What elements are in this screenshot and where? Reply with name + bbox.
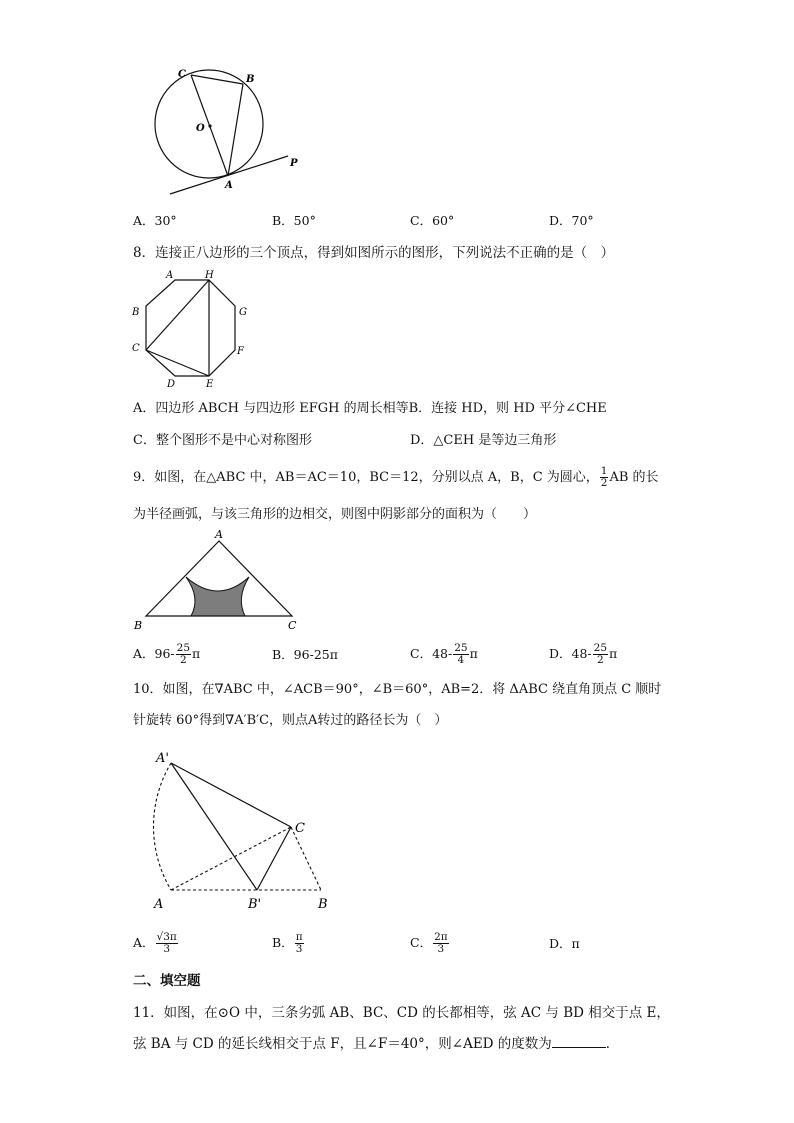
q9-option-c-prefix: C．48- bbox=[410, 646, 453, 661]
q10-label-a: A bbox=[154, 897, 164, 912]
q8-label-h: H bbox=[205, 270, 214, 281]
q10-option-b-den: 3 bbox=[295, 943, 303, 955]
q9-frac-num: 1 bbox=[600, 465, 608, 477]
q10-option-a-num: √3π bbox=[156, 931, 177, 943]
q8-option-c: C．整个图形不是中心对称图形 bbox=[133, 433, 312, 448]
q9-label-b: B bbox=[134, 619, 143, 632]
q9-option-a-suffix: π bbox=[192, 646, 201, 661]
q10-option-b-fraction bbox=[295, 932, 304, 955]
q10-option-d: D．π bbox=[549, 936, 580, 951]
q9-triangle-figure bbox=[128, 526, 308, 634]
q9-stem-part1: 9．如图，在△ABC 中，AB＝AC＝10，BC＝12，分别以点 A，B，C 为圆心， bbox=[133, 470, 599, 485]
q9-option-a-num: 25 bbox=[176, 642, 191, 654]
q9-option-c-fraction bbox=[453, 643, 468, 666]
q7-label-a: A bbox=[225, 180, 233, 191]
q9-option-a bbox=[133, 643, 200, 666]
q9-option-d-suffix: π bbox=[609, 646, 618, 661]
q10-rotation-figure bbox=[128, 740, 338, 916]
q9-label-c: C bbox=[288, 619, 297, 632]
q7-option-c: C．60° bbox=[410, 213, 455, 228]
q11-line2-end: ． bbox=[605, 1036, 620, 1052]
q7-label-c: C bbox=[178, 69, 186, 80]
q9-option-c bbox=[410, 643, 478, 666]
q8-octagon bbox=[146, 280, 235, 376]
section-title-fill-in: 二、填空题 bbox=[133, 973, 201, 989]
q10-segment-cb-dashed bbox=[291, 827, 321, 890]
q9-option-a-prefix: A．96- bbox=[133, 646, 175, 661]
q8-label-f: F bbox=[237, 346, 244, 357]
q10-option-a-fraction bbox=[156, 932, 178, 955]
q8-label-e: E bbox=[206, 379, 214, 390]
q9-option-d bbox=[549, 643, 617, 666]
q10-label-b1: B' bbox=[248, 897, 262, 912]
q7-circle-figure bbox=[150, 64, 310, 200]
q10-option-b bbox=[272, 932, 305, 955]
q9-half-fraction bbox=[600, 466, 609, 489]
q10-label-c: C bbox=[295, 821, 305, 836]
q9-option-d-fraction bbox=[593, 643, 608, 666]
q10-segment-ac-dashed bbox=[171, 827, 291, 890]
q7-option-b: B．50° bbox=[272, 213, 316, 228]
q10-option-a-den: 3 bbox=[163, 943, 171, 955]
q8-octagon-figure bbox=[128, 266, 258, 390]
q9-option-d-prefix: D．48- bbox=[549, 646, 592, 661]
q10-arc-path bbox=[154, 763, 171, 890]
q8-label-b: B bbox=[132, 307, 140, 318]
q10-option-c-prefix: C． bbox=[410, 935, 433, 950]
q8-label-d: D bbox=[167, 379, 176, 390]
q11-line1: 11．如图，在⊙O 中，三条劣弧 AB、BC、CD 的长都相等，弦 AC 与 BD 相交于点 E， bbox=[133, 1005, 670, 1021]
q11-line2 bbox=[133, 1033, 619, 1054]
q9-option-d-num: 25 bbox=[593, 642, 608, 654]
q9-option-d-den: 2 bbox=[597, 654, 604, 666]
q8-option-d: D．△CEH 是等边三角形 bbox=[410, 433, 557, 448]
q10-stem-line1: 10．如图，在∇ABC 中，∠ACB＝90°，∠B＝60°，AB=2．将 ΔABC 绕直角顶点 C 顺时 bbox=[133, 682, 662, 697]
q10-option-c bbox=[410, 932, 450, 955]
q7-label-b: B bbox=[246, 74, 255, 85]
q9-option-c-num: 25 bbox=[454, 642, 468, 654]
q10-option-c-den: 3 bbox=[437, 943, 445, 955]
q9-stem-line1 bbox=[133, 466, 659, 489]
q10-option-a-prefix: A． bbox=[133, 935, 155, 950]
q9-label-a: A bbox=[215, 528, 223, 541]
q10-option-a bbox=[133, 932, 179, 955]
q8-label-a: A bbox=[166, 270, 174, 281]
q7-label-o: O bbox=[196, 123, 205, 134]
q9-frac-den: 2 bbox=[600, 477, 608, 489]
q10-option-c-fraction bbox=[433, 932, 449, 955]
q10-label-a1: A' bbox=[156, 751, 169, 766]
q7-center-dot bbox=[208, 124, 211, 127]
q11-answer-blank[interactable] bbox=[552, 1033, 606, 1048]
q10-option-b-prefix: B． bbox=[272, 935, 294, 950]
q8-segment-ch bbox=[146, 280, 209, 350]
q10-stem-line2: 针旋转 60°得到∇A′B′C，则点A转过的路径长为（ ） bbox=[133, 713, 448, 728]
q7-chord-ba bbox=[228, 84, 243, 176]
q8-segment-ce bbox=[146, 350, 209, 376]
q10-option-b-num: π bbox=[295, 931, 303, 943]
q10-label-b: B bbox=[318, 897, 328, 912]
q10-segment-a1b1 bbox=[171, 763, 257, 890]
q9-option-c-suffix: π bbox=[469, 646, 478, 661]
q9-option-a-fraction bbox=[176, 643, 191, 666]
q8-label-c: C bbox=[132, 343, 140, 354]
q7-option-d: D．70° bbox=[549, 213, 594, 228]
q9-option-a-den: 2 bbox=[180, 654, 187, 666]
q9-shaded-region bbox=[186, 577, 249, 616]
q7-option-a: A．30° bbox=[133, 213, 177, 228]
q10-option-c-num: 2π bbox=[434, 931, 448, 943]
q9-option-b: B．96-25π bbox=[272, 647, 338, 662]
q8-stem: 8．连接正八边形的三个顶点，得到如图所示的图形，下列说法不正确的是（ ） bbox=[133, 245, 615, 261]
q7-label-p: P bbox=[290, 158, 298, 169]
q8-label-g: G bbox=[239, 307, 247, 318]
q9-stem-line2: 为半径画弧，与该三角形的边相交，则图中阴影部分的面积为（ ） bbox=[133, 507, 537, 522]
q10-segment-a1c bbox=[171, 763, 291, 827]
q8-option-ab: A．四边形 ABCH 与四边形 EFGH 的周长相等B．连接 HD，则 HD 平分∠CHE bbox=[133, 401, 607, 416]
q9-option-c-den: 4 bbox=[457, 654, 465, 666]
q9-stem-part2: AB 的长 bbox=[609, 470, 659, 485]
q11-line2-text: 弦 BA 与 CD 的延长线相交于点 F，且∠F＝40°，则∠AED 的度数为 bbox=[133, 1036, 552, 1052]
